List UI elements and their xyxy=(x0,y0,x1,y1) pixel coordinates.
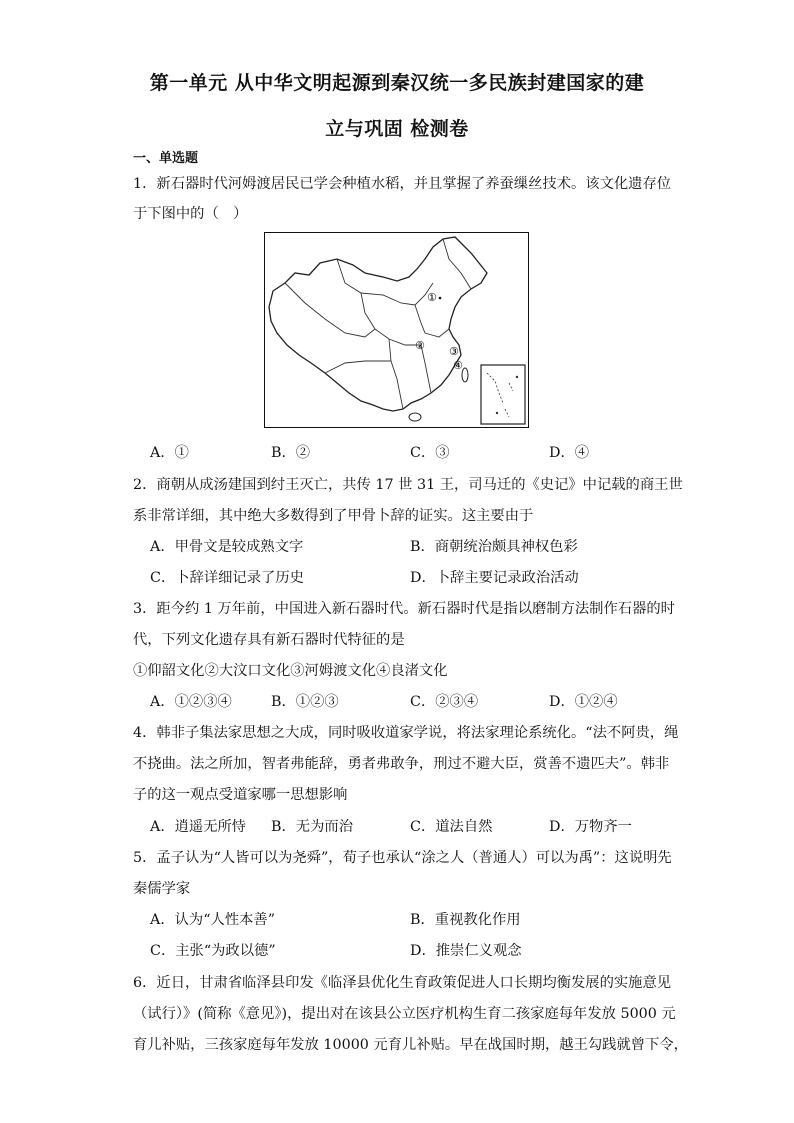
question-2-option-b[interactable]: B．商朝统治颇具神权色彩 xyxy=(410,539,578,555)
svg-text:①: ① xyxy=(427,291,437,304)
question-5-option-a[interactable]: A．认为“人性本善” xyxy=(150,912,276,928)
question-1-option-d[interactable]: D．④ xyxy=(549,445,590,461)
question-2-option-a[interactable]: A．甲骨文是较成熟文字 xyxy=(150,539,304,555)
question-2-text: 系非常详细，其中绝大多数得到了甲骨卜辞的证实。这主要由于 xyxy=(133,508,534,524)
china-map-outline xyxy=(265,233,527,426)
question-6-text: 6．近日，甘肃省临泽县印发《临泽县优化生育政策促进人口长期均衡发展的实施意见 xyxy=(133,975,672,991)
map-marker-3 xyxy=(449,345,459,358)
question-1-option-c[interactable]: C．③ xyxy=(410,445,450,461)
map-marker-4 xyxy=(453,359,463,372)
question-4-text: 不挠曲。法之所加，智者弗能辞，勇者弗敢争，刑过不避大臣，赏善不遗匹夫”。韩非 xyxy=(133,756,670,772)
question-3-text: ①仰韶文化②大汶口文化③河姆渡文化④良渚文化 xyxy=(133,663,448,679)
question-4-text: 4．韩非子集法家思想之大成，同时吸收道家学说，将法家理论系统化。“法不阿贵，绳 xyxy=(133,725,679,741)
question-4-option-d[interactable]: D．万物齐一 xyxy=(549,819,632,835)
question-5-option-d[interactable]: D．推崇仁义观念 xyxy=(410,943,522,959)
svg-text:④: ④ xyxy=(453,359,463,372)
question-1-text: 于下图中的（ ） xyxy=(133,206,248,222)
question-3-option-c[interactable]: C．②③④ xyxy=(410,694,479,710)
question-6-text: （试行）》(简称《意见》)，提出对在该县公立医疗机构生育二孩家庭每年发放 5000 元 xyxy=(133,1006,676,1022)
question-2-option-d[interactable]: D．卜辞主要记录政治活动 xyxy=(410,570,579,586)
question-3-option-b[interactable]: B．①②③ xyxy=(271,694,339,710)
taiwan-island xyxy=(462,368,468,382)
question-5-option-b[interactable]: B．重视教化作用 xyxy=(410,912,521,928)
question-2-text: 2．商朝从成汤建国到纣王灭亡，共传 17 世 31 王，司马迁的《史记》中记载的商王世 xyxy=(133,477,683,493)
section-heading: 一、单选题 xyxy=(133,151,199,166)
question-1-option-a[interactable]: A．① xyxy=(150,445,189,461)
question-3-text: 代，下列文化遗存具有新石器时代特征的是 xyxy=(133,632,405,648)
page-title-line-2: 立与巩固 检测卷 xyxy=(325,118,469,140)
svg-text:③: ③ xyxy=(449,345,459,358)
question-5-option-c[interactable]: C．主张“为政以德” xyxy=(150,943,276,959)
question-1-text: 1．新石器时代河姆渡居民已学会种植水稻，并且掌握了养蚕缫丝技术。该文化遗存位 xyxy=(133,176,672,192)
question-3-option-d[interactable]: D．①②④ xyxy=(549,694,618,710)
page-title-line-1: 第一单元 从中华文明起源到秦汉统一多民族封建国家的建 xyxy=(149,72,645,94)
question-1-option-b[interactable]: B．② xyxy=(271,445,311,461)
hainan-island xyxy=(409,413,421,421)
question-2-option-c[interactable]: C．卜辞详细记录了历史 xyxy=(150,570,304,586)
question-6-text: 育儿补贴，三孩家庭每年发放 10000 元育儿补贴。早在战国时期，越王勾践就曾下令， xyxy=(133,1037,688,1053)
question-5-text: 秦儒学家 xyxy=(133,881,191,897)
china-map-figure xyxy=(264,232,529,428)
question-4-option-a[interactable]: A．逍遥无所恃 xyxy=(150,819,247,835)
china-mainland-outline xyxy=(269,237,487,411)
map-marker-2 xyxy=(415,339,425,352)
question-4-option-b[interactable]: B．无为而治 xyxy=(271,819,353,835)
svg-text:②: ② xyxy=(415,339,425,352)
question-3-option-a[interactable]: A．①②③④ xyxy=(150,694,232,710)
question-5-text: 5．孟子认为“人皆可以为尧舜”，荀子也承认“涂之人（普通人）可以为禹”：这说明先 xyxy=(133,850,672,866)
question-3-text: 3．距今约 1 万年前，中国进入新石器时代。新石器时代是指以磨制方法制作石器的时 xyxy=(133,601,675,617)
question-4-text: 子的这一观点受道家哪一思想影响 xyxy=(133,787,348,803)
map-marker-1 xyxy=(427,291,441,304)
question-4-option-c[interactable]: C．道法自然 xyxy=(410,819,493,835)
